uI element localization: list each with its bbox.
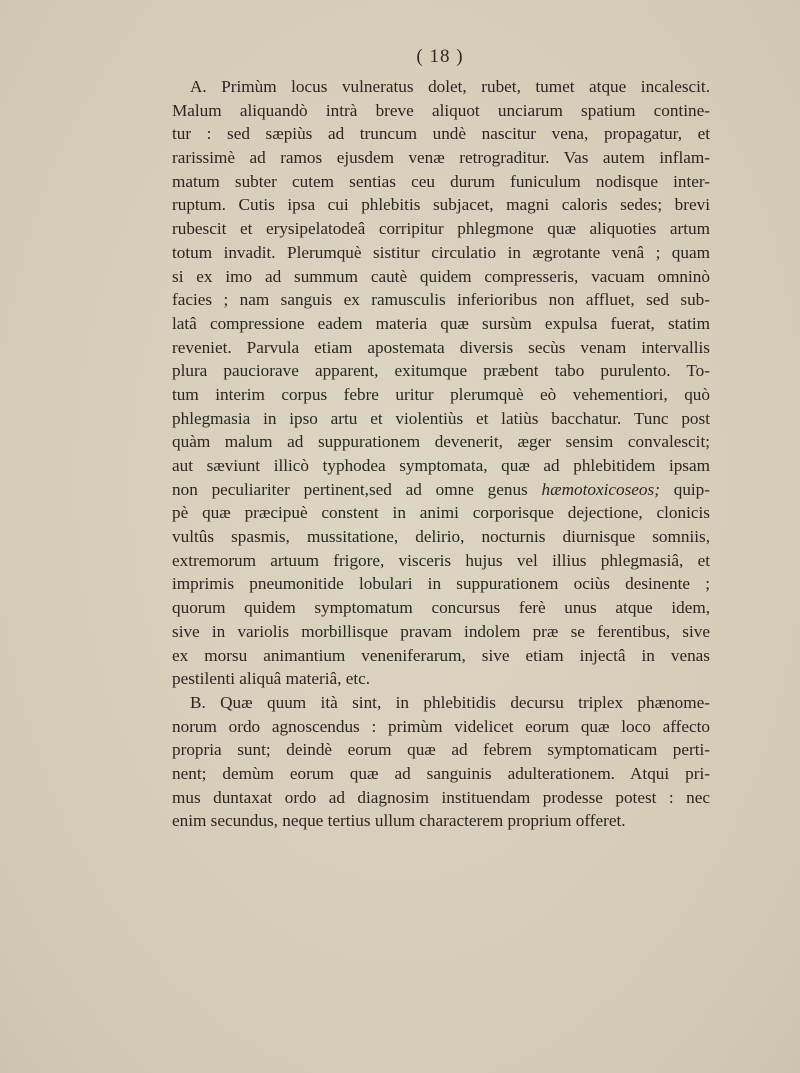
text-line: tur : sed sæpiùs ad truncum undè nascitur vena, propagatur, et — [172, 124, 710, 144]
text-line: nent; demùm eorum quæ ad sanguinis adulterationem. Atqui pri- — [172, 763, 710, 783]
text-line: reveniet. Parvula etiam apostemata diversis secùs venam intervallis — [172, 337, 710, 357]
text-line: rubescit et erysipelatodeâ corripitur phlegmone quæ aliquoties artum — [172, 219, 710, 239]
text-line: A. Primùm locus vulneratus dolet, rubet, tumet atque incalescit. — [190, 77, 710, 96]
text-line: latâ compressione eadem materia quæ sursùm expulsa fuerat, statim — [172, 313, 710, 333]
text-line: pè quæ præcipuè constent in animi corporisque dejectione, clonicis — [172, 503, 710, 523]
text-line: extremorum artuum frigore, visceris hujus vel illius phlegmasiâ, et — [172, 550, 710, 570]
text-line: ex morsu animantium veneniferarum, sive etiam injectâ in venas — [172, 645, 710, 665]
text-line: rarissimè ad ramos ejusdem venæ retrograditur. Vas autem inflam- — [172, 148, 710, 168]
text-line: totum invadit. Plerumquè sistitur circulatio in ægrotante venâ ; quam — [172, 242, 710, 262]
text-line: tum interim corpus febre uritur plerumquè eò vehementiori, quò — [172, 384, 710, 404]
text-line: mus duntaxat ordo ad diagnosim instituendam prodesse potest : nec — [172, 787, 710, 807]
text-line: enim secundus, neque tertius ullum characterem proprium offeret. — [172, 811, 626, 831]
text-line: norum ordo agnoscendus : primùm videlicet eorum quæ loco affecto — [172, 716, 710, 736]
text-line: si ex imo ad summum cautè quidem compresseris, vacuam omninò — [172, 266, 710, 286]
text-line: facies ; nam sanguis ex ramusculis inferioribus non affluet, sed sub- — [172, 290, 710, 310]
text-line: non peculiariter pertinent,sed ad omne genus hæmotoxicoseos; quip- — [172, 479, 711, 499]
text-line: plura pauciorave apparent, exitumque præbent tabo purulento. To- — [172, 361, 710, 381]
paragraph-b — [172, 691, 710, 833]
text-line: pestilenti aliquâ materiâ, etc. — [172, 669, 371, 689]
text-line: imprimis pneumonitide lobulari in suppurationem ociùs desinente ; — [172, 574, 710, 594]
paragraph-a — [172, 75, 710, 691]
text-line: Malum aliquandò intrà breve aliquot unciarum spatium contine- — [172, 100, 710, 120]
text-line: ruptum. Cutis ipsa cui phlebitis subjacet, magni caloris sedes; brevi — [172, 195, 710, 215]
text-line: B. Quæ quum ità sint, in phlebitidis decursu triplex phænome- — [190, 692, 710, 712]
text-line: quàm malum ad suppurationem devenerit, æger sensim convalescit; — [172, 432, 710, 452]
text-line: sive in variolis morbillisque pravam indolem præ se ferentibus, sive — [172, 621, 710, 641]
text-line: propria sunt; deindè eorum quæ ad febrem symptomaticam perti- — [172, 740, 710, 760]
text-line: matum subter cutem sentias ceu durum funiculum nodisque inter- — [172, 171, 710, 191]
text-line: phlegmasia in ipso artu et violentiùs et latiùs bacchatur. Tunc post — [172, 408, 710, 428]
page-number: ( 18 ) — [416, 46, 464, 67]
text-line: aut sæviunt illicò typhodea symptomata, quæ ad phlebitidem ipsam — [172, 456, 710, 475]
text-line: vultûs spasmis, mussitatione, delirio, nocturnis diurnisque somniis, — [172, 527, 710, 547]
text-line: quorum quidem symptomatum concursus ferè unus atque idem, — [172, 598, 710, 618]
body-text — [172, 75, 710, 833]
